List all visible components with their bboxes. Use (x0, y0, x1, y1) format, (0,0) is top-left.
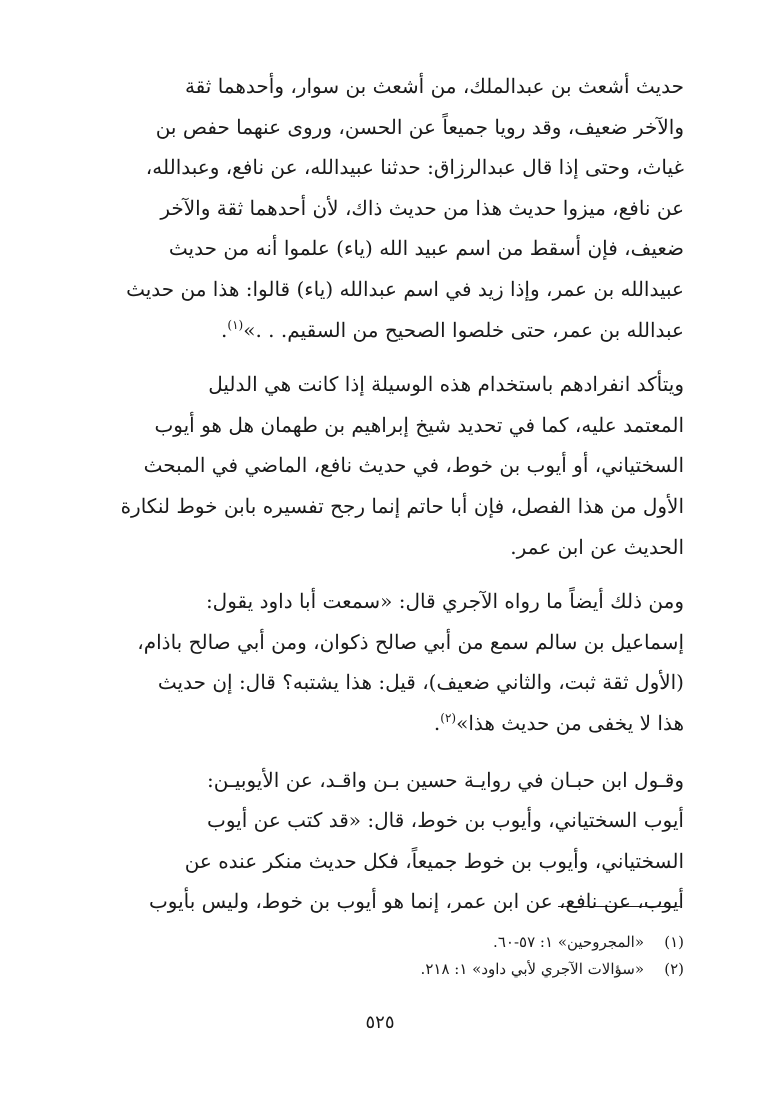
footnotes (421, 929, 684, 983)
text-line: الأول من هذا الفصل، فإن أبا حاتم إنما رجح تفسيره بابن خوط لنكارة (120, 493, 684, 518)
footnote-ref-1[interactable]: (١) (227, 317, 244, 332)
text-line: غياث، وحتى إذا قال عبدالرزاق: حدثنا عبيدالله، عن نافع، وعبدالله، (145, 155, 684, 180)
text-line: عن نافع، ميزوا حديث هذا من حديث ذاك، لأن أحدهما ثقة والآخر (160, 195, 684, 220)
text-line: السختياني، أو أيوب بن خوط، في حديث نافع، الماضي في المبحث (143, 453, 684, 478)
text-line: ضعيف، فإن أسقط من اسم عبيد الله (ياء) علموا أنه من حديث (168, 236, 684, 261)
text-line: ومن ذلك أيضاً ما رواه الآجري قال: «سمعت أبا داود يقول: (205, 589, 684, 614)
text-line: حديث أشعث بن عبدالملك، من أشعث بن سوار، وأحدهما ثقة (184, 74, 684, 98)
text-line: وقـول ابن حبـان في روايـة حسين بـن واقـد، عن الأيوبيـن: (207, 767, 684, 792)
page-body (80, 66, 684, 922)
footnote-text: «المجروحين» ١: ٥٧-٦٠. (493, 933, 644, 951)
page-number: ٥٢٥ (365, 1012, 395, 1033)
text-line (80, 703, 684, 744)
footnote-2 (421, 956, 684, 983)
text-line: (الأول ثقة ثبت، والثاني ضعيف)، قيل: هذا يشتبه؟ قال: إن حديث (157, 670, 684, 695)
text-line-body: هذا لا يخفى من حديث هذا» (456, 710, 684, 735)
footnote-1 (421, 929, 684, 956)
sentence-end: . (433, 710, 441, 735)
paragraph-2 (80, 364, 684, 567)
text-line: إسماعيل بن سالم سمع من أبي صالح ذكوان، ومن أبي صالح باذام، (137, 629, 684, 654)
text-line: السختياني، وأيوب بن خوط جميعاً، فكل حديث منكر عنده عن (184, 848, 684, 873)
text-line-body: عبدالله بن عمر، حتى خلصوا الصحيح من السقيم. . .» (243, 317, 684, 342)
text-line: ويتأكد انفرادهم باستخدام هذه الوسيلة إذا كانت هي الدليل (208, 372, 684, 397)
footnote-divider (558, 906, 680, 907)
paragraph-1 (80, 66, 684, 350)
footnote-ref-2[interactable]: (٢) (440, 710, 457, 725)
paragraph-4 (80, 760, 684, 922)
text-line: الحديث عن ابن عمر. (510, 534, 684, 559)
footnote-number: (١) (664, 933, 684, 951)
footnote-number: (٢) (664, 960, 684, 978)
text-line: عبيدالله بن عمر، وإذا زيد في اسم عبدالله (ياء) قالوا: هذا من حديث (126, 276, 684, 301)
text-line: أيوب، عن نافع، عن ابن عمر، إنما هو أيوب بن خوط، وليس بأيوب (148, 889, 684, 914)
text-line (80, 310, 684, 351)
text-line: أيوب السختياني، وأيوب بن خوط، قال: «قد كتب عن أيوب (207, 808, 684, 833)
paragraph-3 (80, 581, 684, 743)
text-line: والآخر ضعيف، وقد رويا جميعاً عن الحسن، وروى عنهما حفص بن (155, 114, 684, 139)
sentence-end: . (221, 317, 228, 342)
footnote-text: «سؤالات الآجري لأبي داود» ١: ٢١٨. (420, 960, 644, 978)
text-line: المعتمد عليه، كما في تحديد شيخ إبراهيم بن طهمان هل هو أيوب (154, 412, 684, 437)
